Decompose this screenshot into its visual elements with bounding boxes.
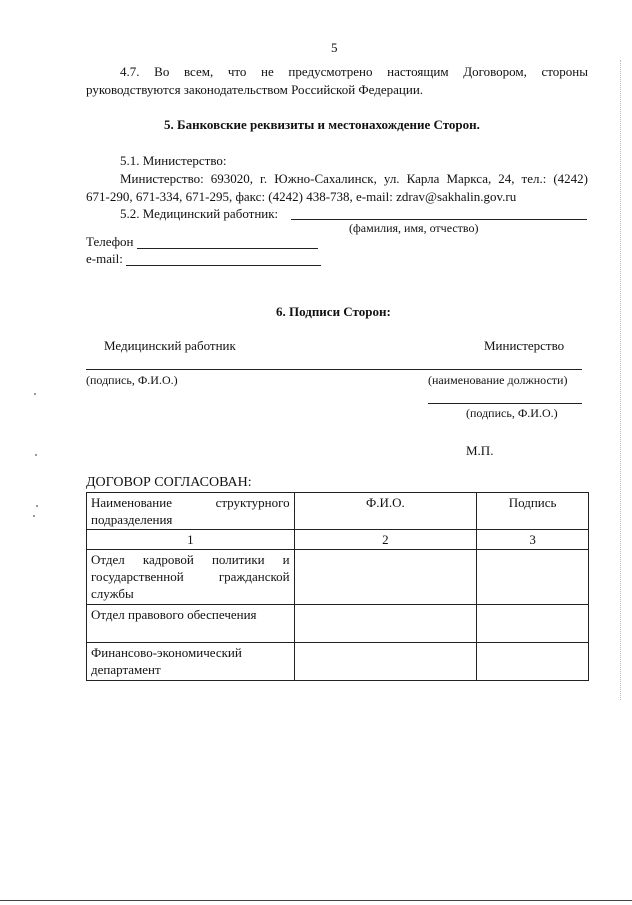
column-header-signature: Подпись: [477, 493, 589, 530]
table-header-row: [87, 493, 589, 530]
item-5-1-label: 5.1. Министерство:: [120, 153, 227, 168]
unit-name-cell: Отдел кадровой политики и государственной гражданской службы: [87, 550, 295, 605]
clause-4-7-line1: [86, 63, 588, 81]
signature-cell[interactable]: [477, 550, 589, 605]
section5-title: 5. Банковские реквизиты и местонахождение Сторон.: [164, 117, 480, 132]
ministry-label: Министерство: [484, 338, 565, 353]
fio-cell[interactable]: [294, 643, 477, 681]
unit-name-cell: Отдел правового обеспечения: [87, 605, 295, 643]
ministry-details-line1: [86, 170, 588, 188]
phone-line: [137, 248, 318, 249]
clause-4-7-text2: руководствуются законодательством Российской Федерации.: [86, 82, 424, 97]
clause-4-7-text1: 4.7. Во всем, что не предусмотрено настоящим Договором, стороны: [120, 64, 588, 79]
ministry-details-text2: 671-290, 671-334, 671-295, факс: (4242) 438-738, e-mail: zdrav@sakhalin.gov.ru: [86, 189, 517, 204]
signature-cell[interactable]: [477, 643, 589, 681]
email-line: [126, 265, 321, 266]
page-bottom-edge: [0, 900, 632, 901]
scan-speck: [35, 454, 37, 456]
column-header-fio: Ф.И.О.: [294, 493, 477, 530]
left-sign-hint: (подпись, Ф.И.О.): [86, 373, 178, 387]
ministry-signature-line: [428, 403, 582, 404]
agreement-heading: ДОГОВОР СОГЛАСОВАН:: [86, 475, 252, 490]
table-row: [87, 643, 589, 681]
fio-cell[interactable]: [294, 605, 477, 643]
column-number-2: 2: [294, 530, 477, 550]
scan-speck: [34, 393, 36, 395]
column-number-3: 3: [477, 530, 589, 550]
position-hint: (наименование должности): [428, 373, 568, 387]
column-header-unit: Наименование структурного подразделения: [87, 493, 295, 530]
scan-edge-dots: [620, 60, 622, 700]
item-5-2-label: 5.2. Медицинский работник:: [120, 206, 279, 221]
table-row: [87, 550, 589, 605]
ministry-details-text1: Министерство: 693020, г. Южно-Сахалинск, ул. Карла Маркса, 24, тел.: (4242): [120, 171, 588, 186]
page-number: 5: [331, 40, 338, 55]
phone-label: Телефон: [86, 234, 134, 249]
column-number-row: [87, 530, 589, 550]
signature-line-top: [86, 369, 582, 370]
medical-worker-name-line: [291, 219, 587, 220]
section6-title: 6. Подписи Сторон:: [276, 304, 391, 319]
ministry-details-line2: [86, 188, 588, 206]
fio-hint: (фамилия, имя, отчество): [349, 221, 479, 235]
medical-worker-label: Медицинский работник: [104, 338, 236, 353]
signature-cell[interactable]: [477, 605, 589, 643]
column-number-1: 1: [87, 530, 295, 550]
table-row: [87, 605, 589, 643]
clause-4-7-line2: [86, 81, 588, 99]
stamp-label: М.П.: [466, 443, 494, 458]
scan-speck: [36, 505, 38, 507]
agreement-table: [86, 492, 589, 681]
email-label: e-mail:: [86, 251, 123, 266]
scan-speck: [33, 515, 35, 517]
right-sign-hint: (подпись, Ф.И.О.): [466, 406, 558, 420]
fio-cell[interactable]: [294, 550, 477, 605]
unit-name-cell: Финансово-экономический департамент: [87, 643, 295, 681]
